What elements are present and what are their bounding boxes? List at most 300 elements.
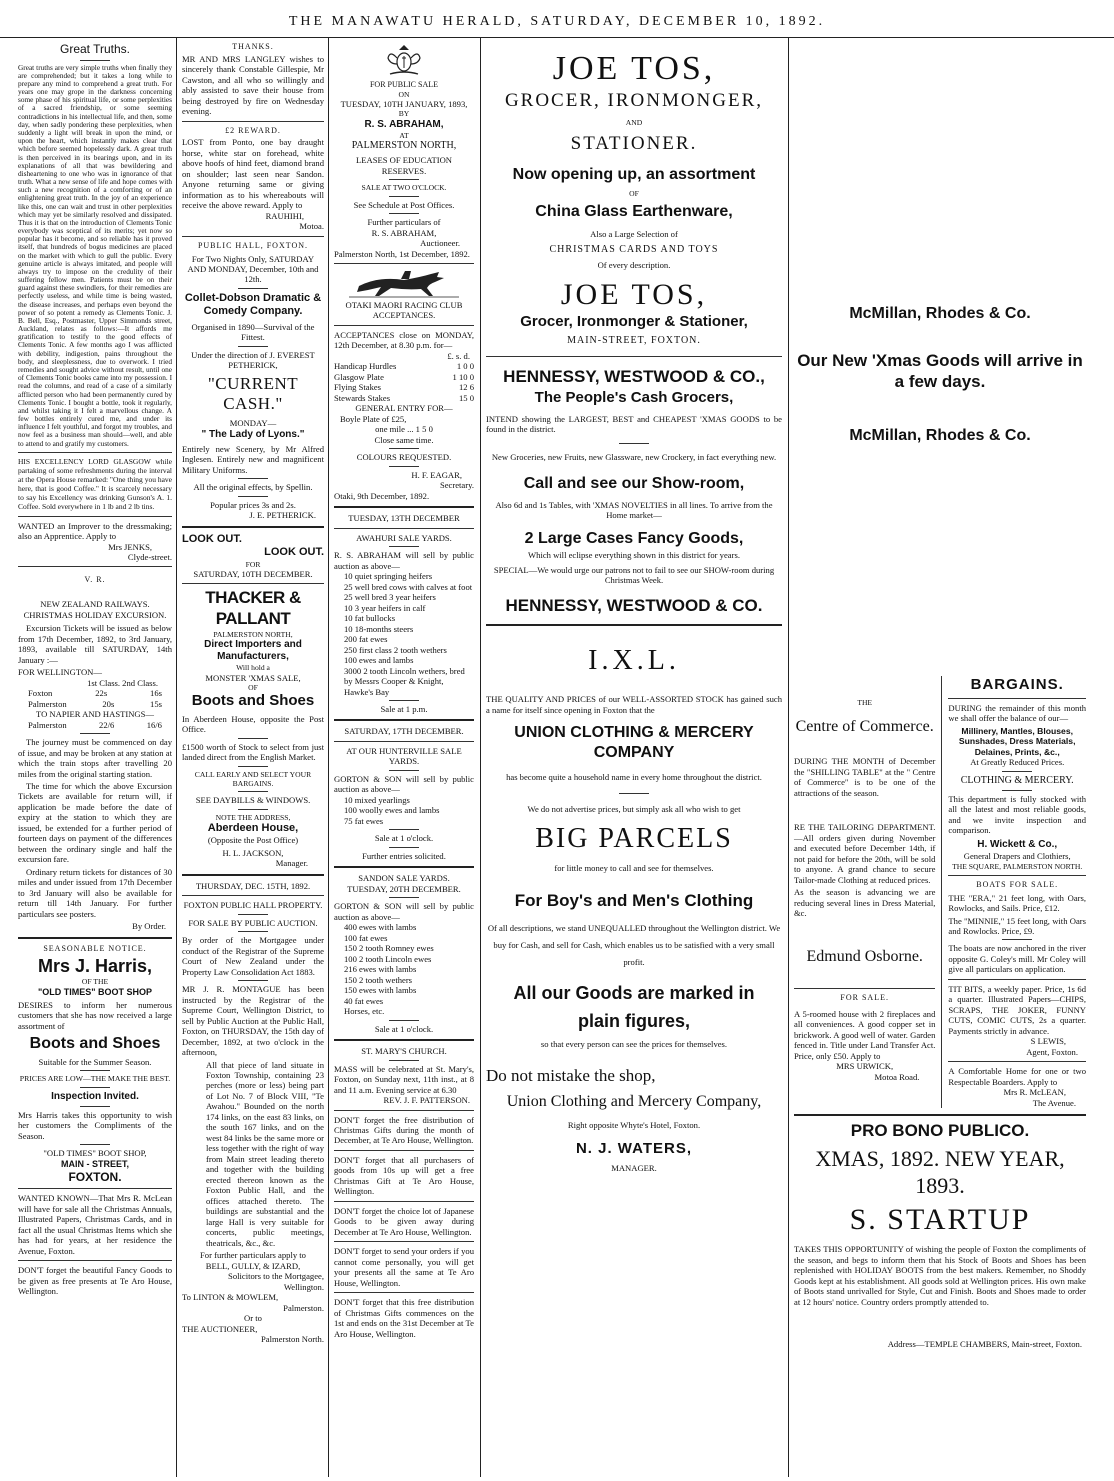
saturday-date: SATURDAY, 10TH DECEMBER. [193, 568, 313, 579]
during-remainder: DURING the remainder of this month we shall offer the balance of our— [948, 702, 1086, 724]
hennessy-westwood: HENNESSY, WESTWOOD & CO., [503, 366, 765, 386]
lot-item: 25 well bred 3 year heifers [344, 592, 436, 603]
descriptions-note: Of all descriptions, we stand UNEQUALLED throughout the Wellington district. We buy for Cash, and sell for Cash, which enables us to be satisfied with a very small profit. [487, 922, 781, 968]
grocer-ironmonger: GROCER, IRONMONGER, [504, 90, 764, 112]
seasonable-notice: SEASONABLE NOTICE. [43, 943, 147, 953]
avenue-label: The Avenue. [1032, 1097, 1076, 1108]
hunterville-lots [334, 795, 474, 826]
divider [80, 1106, 110, 1107]
the-auctioneer: THE AUCTIONEER, [182, 1323, 258, 1334]
lady-lyons-title: " The Lady of Lyons." [201, 428, 305, 440]
plain-figures: plain figures, [577, 1011, 691, 1032]
secretary-label: Secretary. [439, 480, 474, 491]
racehorse-icon [349, 268, 459, 298]
opposite-post: (Opposite the Post Office) [207, 835, 299, 846]
fare-from: Palmerston [28, 698, 67, 709]
fare-second: 15s [150, 698, 162, 709]
lot-item: 10 18-months steers [344, 623, 414, 634]
urwick-name: MRS URWICK, [836, 1061, 894, 1072]
palmerston-north: PALMERSTON NORTH, [351, 140, 457, 152]
harris-body: DESIRES to inform her numerous customers that she has now received a large assortment of [18, 999, 172, 1031]
divider [182, 121, 324, 122]
masthead: THE MANAWATU HERALD, SATURDAY, DECEMBER 10, 1892. [0, 8, 1114, 38]
startup-notice: TAKES THIS OPPORTUNITY of wishing the people of Foxton the compliments of the season, and begs to inform them that his Stock of Boots and Shoes has been replenished with HOLIDAY BOOTS from the best makers. Remember, no Shoddy Goods kept at his establishment. All goods sold at Wellington prices. His own make of Boots stand unrivalled for Style, Cut and Finish. Boots and Shoes made to order at 12 hours' notice. Country orders promptly attended to. [794, 1244, 1086, 1307]
saturday-17: SATURDAY, 17TH DECEMBER. [344, 726, 464, 737]
divider [948, 698, 1086, 699]
divider [80, 1087, 110, 1088]
ixl-heading: I.X.L. [588, 645, 680, 677]
divider [334, 1292, 474, 1293]
square-address: THE SQUARE, PALMERSTON NORTH. [952, 861, 1083, 871]
divider [18, 566, 172, 567]
column-5 [790, 38, 1090, 1475]
railway-by-order: By Order. [132, 921, 166, 932]
jackson-sign: H. L. JACKSON, [222, 847, 284, 858]
column-rule [941, 676, 942, 1109]
lot-item: 25 well bred cows with calves at foot [344, 581, 473, 592]
wanted-improver-ad: WANTED an Improver to the dressmaking; also an Apprentice. Apply to [18, 520, 172, 542]
stock-note: £1500 worth of Stock to select from just landed direct from the English Market. [182, 741, 324, 763]
fares-table [18, 688, 172, 709]
lot-item: 150 ewes with lambs [344, 985, 417, 996]
divider [334, 1201, 474, 1202]
race-row [334, 361, 474, 371]
household-name: has become quite a household name in every home throughout the district. [506, 772, 762, 783]
lot-item: 10 3 year heifers in calf [344, 602, 426, 613]
peoples-cash-grocers: The People's Cash Grocers, [534, 389, 734, 407]
lot-item: 10 mixed yearlings [344, 794, 410, 805]
royal-crest-icon [384, 44, 424, 78]
race-name: Flying Stakes [334, 382, 382, 393]
thanks-body: MR AND MRS LANGLEY wishes to sincerely thank Constable Gillespie, Mr Cawston, and all who so willingly and ably assisted to save their house from being destroyed by fire on Wednesday evening. [182, 53, 324, 117]
reward-name: RAUHIHI, [265, 210, 304, 221]
summer-season: Suitable for the Summer Season. [38, 1056, 152, 1067]
railway-extension: The time for which the above Excursion Tickets are available for return will, if application be made before the date of expiry at the station to which they are issued, be extended for a further period of fourteen days on payment of the differences between the ordinary single and half the excursion fare. [18, 780, 172, 865]
auctioneer-label: Auctioneer. [420, 238, 460, 249]
solicitors-label: Solicitors to the Mortgagee, [228, 1271, 324, 1282]
comfortable-home: A Comfortable Home for one or two Respectable Boarders. Apply to [948, 1066, 1086, 1087]
thacker-pallant: THACKER & PALLANT [205, 588, 301, 629]
divider [18, 516, 172, 517]
divider [948, 1061, 1086, 1062]
entries-solicited: Further entries solicited. [362, 850, 446, 861]
race-amount: 1 10 0 [452, 371, 474, 382]
motoa-road: Motoa Road. [874, 1071, 920, 1082]
particulars: For further particulars apply to [200, 1250, 306, 1261]
montague-notice: MR J. R. MONTAGUE has been instructed by the Registrar of the Supreme Court, Wellington District, to sell by Public Auction at the Public Hall, Foxton, on THURSDAY, the 15th day of December, 1892, at two o'clock in the afternoon, [182, 984, 324, 1058]
divider [389, 829, 419, 830]
aberdeen-house: Aberdeen House, [207, 821, 299, 834]
awahuri-lots [334, 571, 474, 697]
dont-forget-3: DON'T forget the choice lot of Japanese Goods to be given away during December at Te Aro House, Wellington. [334, 1205, 474, 1237]
sale-two: SALE AT TWO O'CLOCK. [361, 183, 447, 193]
divider [619, 793, 649, 794]
leases-reserves: LEASES OF EDUCATION RESERVES. [356, 155, 452, 176]
dept-note: This department is fully stocked with all the latest and most reliable goods, and we invite inspection and comparison. [948, 793, 1086, 836]
xmas-new-year: XMAS, 1892. NEW YEAR, 1893. [815, 1145, 1065, 1198]
lot-item: 150 2 tooth Romney ewes [344, 943, 434, 954]
eagar-sign: H. F. EAGAR, [411, 469, 462, 480]
lewis-name: S LEWIS, [1030, 1036, 1066, 1047]
railway-ordinary: Ordinary return tickets for distances of 30 miles and under issued from 17th December to 3rd January will also be available for return till 14th January. For further particulars see posters. [18, 866, 172, 919]
fare-first: 22s [95, 688, 108, 699]
lot-item: 150 2 tooth wethers [344, 974, 413, 985]
race-amount: 15 0 [458, 392, 474, 403]
divider [334, 263, 474, 264]
abraham-name: R. S. ABRAHAM, [364, 118, 444, 130]
close-same: Close same time. [374, 434, 434, 445]
schedule-note: See Schedule at Post Offices. [353, 199, 455, 210]
lot-item: 3000 2 tooth Lincoln wethers, bred by Messrs Cooper & Knight, Hawke's Bay [344, 665, 465, 697]
quality-note: THE QUALITY AND PRICES of our WELL-ASSORTED STOCK has gained such a name for itself since opening in Foxton that the [486, 694, 782, 715]
dramatic-company-name: Collet-Dobson Dramatic & Comedy Company. [184, 291, 322, 318]
inspection-invited: Inspection Invited. [51, 1090, 139, 1102]
colours-requested: COLOURS REQUESTED. [356, 452, 452, 463]
no-advertise: We do not advertise prices, but simply ask all who wish to get [527, 803, 741, 814]
divider [948, 875, 1086, 876]
look-out-2: LOOK OUT. [264, 546, 324, 559]
divider [238, 288, 268, 289]
of-label-4: OF [629, 188, 639, 198]
foxton-label: FOXTON. [68, 1169, 122, 1184]
joe-tos-heading-2: JOE TOS, [560, 277, 708, 311]
divider [389, 466, 419, 467]
railway-title: NEW ZEALAND RAILWAYS. [40, 599, 150, 610]
right-opposite: Right opposite Whyte's Hotel, Foxton. [567, 1119, 701, 1130]
palmerston-label: PALMERSTON NORTH, [213, 629, 293, 639]
company-label: COMPANY [593, 743, 675, 761]
now-opening: Now opening up, an assortment [512, 166, 756, 184]
wanted-name: Mrs JENKS, [108, 541, 152, 552]
dont-forget-gift-ad: DON'T forget the beautiful Fancy Goods to be given as free presents at Te Aro House, Wellington. [18, 1265, 172, 1297]
lot-item: 400 ewes with lambs [344, 922, 417, 933]
divider [182, 583, 324, 584]
special-note: SPECIAL—We would urge our patrons not to fail to see our SHOW-room during Christmas Week. [493, 564, 775, 586]
divider [80, 60, 110, 61]
fare-row [18, 720, 172, 730]
fare-row [18, 688, 172, 698]
edmund-osborne: Edmund Osborne. [806, 947, 923, 965]
column-rule [788, 38, 789, 1477]
dont-forget-5: DON'T forget that this free distribution of Christmas Gifts commences on the 1st and ends on the 31st December at Te Aro House, Wellington. [334, 1297, 474, 1339]
column-rule [176, 38, 177, 1477]
railway-body: Excursion Tickets will be issued as below from 17th December, 1892, to 3rd January, 1893, available till SATURDAY, 14th January :— [18, 623, 172, 665]
divider [948, 979, 1086, 980]
otaki-date: Otaki, 9th December, 1892. [334, 490, 430, 501]
thanks-title: THANKS. [232, 42, 274, 51]
wickett-column [948, 676, 1086, 1109]
divider [389, 448, 419, 449]
column-2 [178, 38, 328, 1475]
dont-forget-2: DON'T forget that all purchasers of goods from 10s up will get a free Christmas Gift at Te Aro House, Wellington. [334, 1154, 474, 1197]
old-times-shop: "OLD TIMES" BOOT SHOP, [43, 1148, 147, 1159]
column-4 [482, 38, 786, 1475]
season-note: As the season is advancing we are reducing several lines in Dress Material, &c. [794, 887, 936, 919]
race-name: Stewards Stakes [334, 392, 391, 403]
effects-note: All the original effects, by Spellin. [193, 482, 313, 493]
divider [389, 847, 419, 848]
fare-first: 22/6 [99, 719, 115, 730]
reduced-prices: At Greatly Reduced Prices. [970, 757, 1065, 768]
sale-1pm: Sale at 1 p.m. [380, 703, 428, 714]
st-marys-church: ST. MARY'S CHURCH. [361, 1046, 447, 1057]
tailoring-dept: RE THE TAILORING DEPARTMENT.—All orders given during November and executed before December 14th, if not paid for before the 20th, will be sold to anyone. A grand chance to secure Tailor-made Clothing at reduced prices. [794, 822, 936, 885]
divider [182, 874, 324, 876]
lot-item: 100 fat ewes [344, 932, 388, 943]
divider [80, 733, 110, 734]
divider [1002, 939, 1032, 940]
patterson-sign: REV. J. F. PATTERSON. [383, 1095, 470, 1106]
startup-address: Address—TEMPLE CHAMBERS, Main-street, Foxton. [887, 1339, 1082, 1350]
race-row [334, 393, 474, 403]
race-name: Glasgow Plate [334, 371, 384, 382]
wellington-label: Wellington. [283, 1281, 324, 1292]
agent-label: Agent, Foxton. [1026, 1046, 1078, 1057]
race-name: Handicap Hurdles [334, 361, 397, 372]
awahuri-body: R. S. ABRAHAM will sell by public auction as above— [334, 550, 474, 571]
manager-label: Manager. [275, 858, 308, 869]
land-description: All that piece of land situate in Foxton Township, containing 23 perches (more or less) being part of Lot No. 7 of Block VIII, "Te Awahou." Bounded on the north 174 links, on the east 83 links, on the south 167 links, and on the west 84 links be the same more or less together with the right of way from Main street leading thereto and together with the building erected thereon known as the Foxton Public Hall, and the offices attached thereto. The buildings are substantial and the large Hall is very suitable for concerts, public meetings, theatricals, &c., &c. [206, 1059, 324, 1248]
mass-notice: MASS will be celebrated at St. Mary's, Foxton, on Sunday next, 11th inst., at 8 and 11 a.m. Evening service at 6.30 [334, 1063, 474, 1095]
hall-title: PUBLIC HALL, FOXTON. [197, 240, 309, 250]
two-cases: 2 Large Cases Fancy Goods, [524, 529, 744, 547]
divider [334, 1039, 474, 1041]
eclipse-note: Which will eclipse everything shown in this district for years. [528, 550, 740, 561]
boats-title: BOATS FOR SALE. [976, 879, 1059, 889]
lord-glasgow-ad: HIS EXCELLENCY LORD GLASGOW while partaking of some refreshments during the interval at the Opera House remarked: "One thing you have here, that is good Coffee." It is scarcely necessary to say his Excellency was drinking Gunson's A. 1. Coffee. Sold everywhere in 1 lb and 2 lb tins. [18, 456, 172, 512]
race-amount: 12 6 [458, 382, 474, 393]
harris-name: Mrs J. Harris, [37, 955, 153, 976]
fare-row [18, 699, 172, 709]
tuesday-january: TUESDAY, 10TH JANUARY, 1893, [340, 99, 468, 109]
mortgagee-note: By order of the Mortgagee under conduct of the Registrar of the Supreme Court of New Zealand under the Property Law Consolidation Act 1883. [182, 935, 324, 977]
reward-place: Motoa. [299, 221, 324, 232]
pro-bono-publico: PRO BONO PUBLICO. [850, 1121, 1030, 1141]
divider [238, 478, 268, 479]
shilling-table: DURING THE MONTH of December the "SHILLING TABLE" at the " Centre of Commerce" is to be one of the attractions of the season. [794, 756, 936, 798]
divider [238, 766, 268, 767]
fare-from: Foxton [28, 688, 53, 699]
of-label: OF [248, 683, 258, 693]
awahuri-yards: AWAHURI SALE YARDS. [356, 532, 452, 543]
bargains-title: BARGAINS. [970, 675, 1064, 693]
mclean-name: Mrs R. McLEAN, [1003, 1087, 1066, 1098]
boots-shoes-heading: Boots and Shoes [29, 1035, 161, 1053]
do-not-mistake: Do not mistake the shop, [486, 1065, 656, 1085]
lot-item: 10 quiet springing heifers [344, 571, 433, 582]
lot-item: 216 ewes with lambs [344, 964, 417, 975]
popular-prices: Popular prices 3s and 2s. [210, 499, 296, 510]
osborne-column [794, 676, 935, 1109]
big-parcels: BIG PARCELS [535, 823, 733, 855]
company-organised: Organised in 1890—Survival of the Fittest. [191, 321, 315, 343]
column-3 [330, 38, 478, 1475]
manager-label-4: MANAGER. [611, 1162, 657, 1173]
boys-mens-clothing: For Boy's and Men's Clothing [514, 891, 754, 911]
divider [486, 356, 782, 357]
divider [18, 937, 172, 939]
divider [334, 325, 474, 326]
race-row [334, 372, 474, 382]
divider [389, 196, 419, 197]
otaki-club: OTAKI MAORI RACING CLUB ACCEPTANCES. [345, 300, 463, 321]
wickett-name: H. Wickett & Co., [977, 838, 1058, 850]
divider [238, 738, 268, 739]
union-clothing: UNION CLOTHING & MERCERY [514, 724, 754, 742]
column-rule [328, 38, 329, 1477]
great-truths-title: Great Truths. [59, 42, 131, 56]
divider [238, 496, 268, 497]
monster-sale: MONSTER 'XMAS SALE, [205, 672, 301, 683]
mcmillan-rhodes: McMillan, Rhodes & Co. [849, 305, 1031, 322]
fare-from: Palmerston [28, 719, 67, 730]
divider [389, 213, 419, 214]
one-mile: one mile ... 1 5 0 [375, 424, 433, 435]
hall-nights: For Two Nights Only, SATURDAY AND MONDAY, December, 10th and 12th. [187, 253, 319, 285]
tuesday-20: TUESDAY, 20TH DECEMBER. [347, 883, 461, 894]
thursday-date: THURSDAY, DEC. 15TH, 1892. [195, 880, 311, 891]
direct-importers: Direct Importers and Manufacturers, [204, 639, 302, 663]
divider [794, 1114, 1086, 1116]
divider [18, 1260, 172, 1261]
wanted-address: Clyde-street. [127, 552, 172, 562]
cards-toys: CHRISTMAS CARDS AND TOYS [549, 243, 719, 255]
divider [389, 700, 419, 701]
divider [334, 741, 474, 742]
sandon-yards: SANDON SALE YARDS. [358, 873, 450, 884]
note-address: NOTE THE ADDRESS, [215, 812, 291, 822]
lot-item: 75 fat ewes [344, 815, 384, 826]
scenery-note: Entirely new Scenery, by Mr Alfred Inglesen. Entirely new and magnificent Military Uniforms. [182, 443, 324, 475]
s-startup: S. STARTUP [849, 1202, 1031, 1236]
drapers-label: General Drapers and Clothiers, [963, 851, 1071, 862]
intend-showing: INTEND showing the LARGEST, BEST and CHEAPEST 'XMAS GOODS to be found in the district. [486, 413, 782, 435]
fare-second: 16/6 [146, 719, 162, 730]
divider [334, 1110, 474, 1111]
divider [1002, 790, 1032, 791]
divider [18, 1188, 172, 1189]
waters-name: N. J. WATERS, [575, 1140, 693, 1158]
divider [18, 452, 172, 453]
palmerston-north-label: Palmerston North. [260, 1334, 324, 1345]
divider [389, 546, 419, 547]
lot-item: 100 ewes and lambs [344, 655, 414, 666]
race-amount: 1 0 0 [456, 361, 474, 372]
divider [334, 719, 474, 721]
for-public-sale: FOR PUBLIC SALE [369, 80, 438, 89]
lower-ads-row [794, 676, 1086, 1109]
new-groceries: New Groceries, new Fruits, new Glassware, new Crockery, in fact everything new. [491, 451, 777, 462]
divider [619, 443, 649, 444]
divider [238, 791, 268, 792]
divider [389, 770, 419, 771]
lot-item: Horses, etc. [344, 1006, 385, 1017]
divider [334, 1241, 474, 1242]
main-street-foxton: MAIN-STREET, FOXTON. [567, 335, 701, 347]
look-out-1: LOOK OUT. [182, 532, 242, 545]
divider [238, 346, 268, 347]
company-direction: Under the direction of J. EVEREST PETHERICK, [191, 349, 315, 371]
lot-item: 100 2 tooth Lincoln ewes [344, 953, 432, 964]
by-label: BY [398, 109, 410, 119]
prices-low: PRICES ARE LOW—THE MAKE THE BEST. [19, 1074, 171, 1084]
linton-mowlem: To LINTON & MOWLEM, [182, 1292, 279, 1303]
divider [389, 1020, 419, 1021]
tuesday-13: TUESDAY, 13TH DECEMBER [348, 513, 460, 524]
lsd-header: £. s. d. [447, 350, 470, 361]
minnie-boat: The "MINNIE," 15 feet long, with Oars and Rowlocks. Price, £9. [948, 915, 1086, 936]
divider [389, 1060, 419, 1061]
race-row [334, 382, 474, 392]
fare-first: 20s [102, 698, 115, 709]
palmerston-date: Palmerston North, 1st December, 1892. [334, 248, 470, 259]
clothing-mercery: CLOTHING & MERCERY. [960, 774, 1074, 786]
divider [334, 528, 474, 529]
lot-item: 200 fat ewes [344, 634, 388, 645]
harris-shop: "OLD TIMES" BOOT SHOP [37, 986, 153, 997]
divider [334, 1150, 474, 1151]
divider [238, 914, 268, 915]
hunterville-yards: AT OUR HUNTERVILLE SALE YARDS. [346, 745, 462, 767]
the-label: THE [857, 697, 873, 707]
china-glass: China Glass Earthenware, [535, 202, 733, 220]
millinery-list: Millinery, Mantles, Blouses, Sunshades, Dress Materials, Delaines, Prints, &c., [958, 725, 1076, 757]
lot-item: 100 woolly ewes and lambs [344, 805, 440, 816]
stationer-heading: STATIONER. [570, 132, 698, 154]
reward-title: £2 REWARD. [225, 125, 281, 135]
reward-body: LOST from Ponto, one bay draught horse, white star on forehead, white above hoofs of hind feet, diamond brand on shoulder; last seen near Sandon. Anyone returning same or giving information as to his whereabouts will receive the above reward. Apply to [182, 137, 324, 211]
every-description: Of every description. [597, 260, 671, 271]
grocer-line: Grocer, Ironmonger & Stationer, [520, 313, 748, 331]
lot-item: 40 fat ewes [344, 995, 384, 1006]
current-cash-title: "CURRENT CASH." [207, 373, 299, 414]
or-to: Or to [244, 1313, 262, 1324]
railway-to-napier: TO NAPIER AND HASTINGS— [35, 709, 154, 720]
divider [794, 988, 935, 989]
railway-crest-letters: V. R. [84, 575, 106, 585]
for-label: FOR [245, 559, 261, 569]
foxton-hall-property: FOXTON PUBLIC HALL PROPERTY. [183, 900, 323, 911]
novelty-tables: Also 6d and 1s Tables, with 'XMAS NOVELTIES in all lines. To arrive from the Home market— [495, 499, 773, 521]
divider [389, 179, 419, 180]
column-rule [480, 38, 481, 1477]
divider [182, 236, 324, 237]
for-sale-title: FOR SALE. [840, 993, 889, 1003]
tit-bits-ad: TIT BITS, a weekly paper. Price, 1s 6d a quarter. Illustrated Papers—CHIPS, SCRAPS, THE JOKER, FUNNY CUTS, COMIC CUTS, 2s a quarter. Payments strictly in advance. [948, 983, 1086, 1036]
dont-forget-1: DON'T forget the free distribution of Christmas Gifts during the month of December, at Te Aro House, Wellington. [334, 1114, 474, 1146]
call-early: CALL EARLY AND SELECT YOUR BARGAINS. [194, 769, 312, 788]
main-street: MAIN - STREET, [60, 1158, 129, 1169]
bell-gully-izard: BELL, GULLY, & IZARD, [205, 1260, 301, 1271]
lot-item: 250 first class 2 tooth wethers [344, 644, 447, 655]
call-showroom: Call and see our Show-room, [523, 475, 745, 493]
harris-thanks: Mrs Harris takes this opportunity to wish her customers the Compliments of the Season. [18, 1109, 172, 1141]
sandon-body: GORTON & SON will sell by public auction as above— [334, 901, 474, 922]
hennessy-westwood-2: HENNESSY, WESTWOOD & CO. [505, 595, 763, 615]
blank-space [794, 42, 1086, 304]
also-selection: Also a Large Selection of [590, 229, 678, 240]
lot-item: 10 fat bullocks [344, 613, 396, 624]
xmas-goods: Our New 'Xmas Goods will arrive in a few days. [797, 350, 1083, 391]
great-truths-body: Great truths are very simple truths when finally they are comprehended; but it takes a long while to prepare any mind to comprehend a great truth. For years one may grope in the darkness concerning some phase of his spiritual life, or some perplexities of a sacred friendship, or some seeming contradictions in his intellectual life, and then, some day, when sadly pondering these perplexities, when suddenly a light will break in upon the mind, or upon the heart, which instantly makes clear that which before seemed hopelessly dark. A great truth is then perceived in its bearings upon, and in its explanations of all that was bewildering and disheartening to one who was in ignorance of that truth. What a new sense of life and hope comes with such a new recognition of a comforting or of an enlightening great truth. In the joy of an experience like this, one can wait and trust in other perplexities which may yet be similarly resolved and dissipated. Thus it is that on the introduction of Clements Tonic everybody was sceptical of its merits; yet now so popular has it become, and so reliable has it proved itself, that hundreds of bogus medicines are placed on the market with which to gull the public. Every genuine article is always imitated, and people will always try to impose on the credulity of their suffering fellow men. Patients must be on their guard against these swindlers, for their remedies are perfectly useless, and while time is being wasted, the disease increases, and perhaps even beyond the power of so potent a remedy as Clements Tonic. J. B. Bell, Esq., Postmaster, Upper Simmonds street, Auckland, relates as follows:—It affords me gratification to testify to the good effects of Clements Tonic. A few months ago I was afflicted with debility, indigestion, pains throughout the body, and sleeplessness, due to overwork. I tried remedies and sought advice without result, until one of Clements Tonic books came into my possession. I read the columns, and read of a case of a similarly afflicted person who had been permanently cured by Clements Tonic. I bought a bottle, took it regularly, and whilst taking it I felt a marvellous change. A few bottles entirely cured me, and under its influence I felt youthful, and forgot my troubles, and now feel as a business man should—well, and able to attend to and gratify my customers. [18, 62, 172, 448]
general-entry: GENERAL ENTRY FOR— [355, 403, 453, 414]
every-person: so that every person can see the prices for themselves. [540, 1039, 728, 1050]
era-boat: THE "ERA," 21 feet long, with Oars, Rowlocks, and Sails. Price, £12. [948, 892, 1086, 914]
races-list [334, 361, 474, 403]
mcmillan-rhodes-2: McMillan, Rhodes & Co. [849, 427, 1031, 445]
divider [238, 931, 268, 932]
hunterville-body: GORTON & SON will sell by public auction as above— [334, 773, 474, 795]
